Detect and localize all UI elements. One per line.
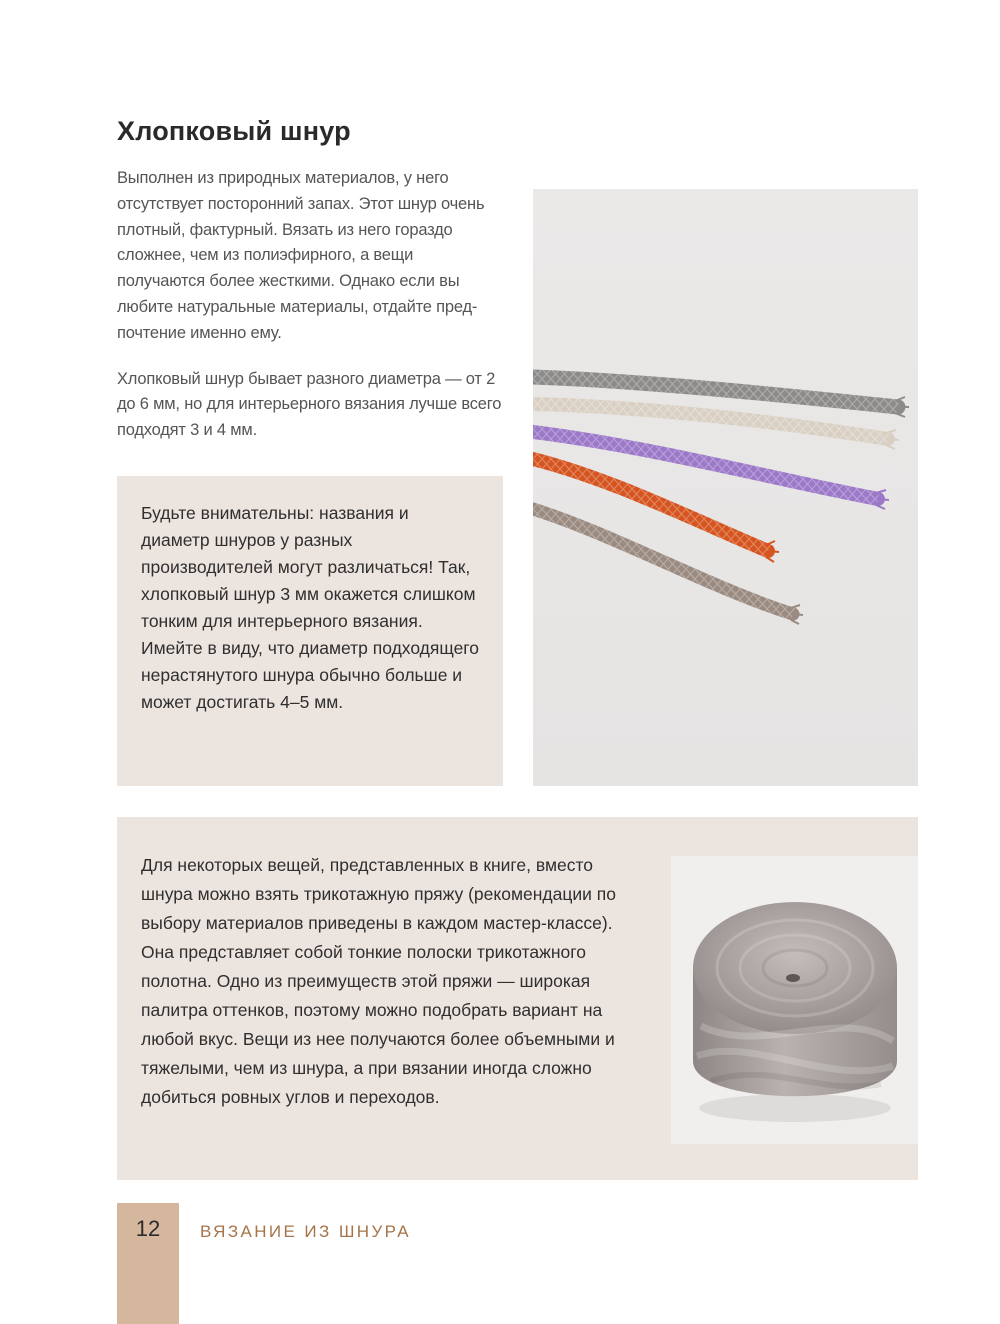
running-section-title: ВЯЗАНИЕ ИЗ ШНУРА — [200, 1222, 412, 1241]
tip-box — [117, 476, 503, 786]
cotton-cords-illustration — [533, 189, 918, 786]
intro-paragraph: Выполнен из природных материалов, у него отсутствует посторонний запах. Этот шнур очень плотный, фактурный. Вязать из него гораздо сложнее, чем из полиэфирного, а вещи получаются более жесткими. Однако если вы любите натуральные материалы, отдайте пред-почтение именно ему. — [117, 169, 485, 342]
taupe-cord — [533, 509, 803, 624]
intro-text — [117, 166, 502, 464]
yarn-ball-illustration — [671, 856, 918, 1144]
page-number-tab — [117, 1203, 179, 1324]
page-number: 12 — [135, 1216, 161, 1241]
yarn-note-text: Для некоторых вещей, представленных в книге, вместо шнура можно взять трикотажную пряжу (рекомендации по выбору материалов приведены в каждом мастер-классе). Она представляет собой тонкие полоски трикотажного полотна. Одно из преимуществ этой пряжи — широкая палитра оттенков, поэтому можно подобрать вариант на любой вкус. Вещи из нее получаются более объемными и тяжелыми, чем из шнура, а при вязании иногда сложно добиться ровных углов и переходов. — [141, 855, 616, 1107]
yarn-note-box — [117, 817, 918, 1180]
knit-yarn-photo — [671, 856, 918, 1144]
tip-text: Будьте внимательны: названия и диаметр шнуров у разных производителей могут различаться! Так, хлопковый шнур 3 мм окажется слишком тонким для интерьерного вязания. Имейте в виду, что диаметр подходящего нерастянутого шнура обычно больше и может достигать 4–5 мм. — [141, 503, 480, 712]
page-title: Хлопковый шнур — [117, 116, 351, 146]
intro-paragraph: Хлопковый шнур бывает разного диаметра — от 2 до 6 мм, но для интерьерного вязания лучше всего подходят 3 и 4 мм. — [117, 369, 502, 440]
cotton-cords-photo — [533, 189, 918, 786]
